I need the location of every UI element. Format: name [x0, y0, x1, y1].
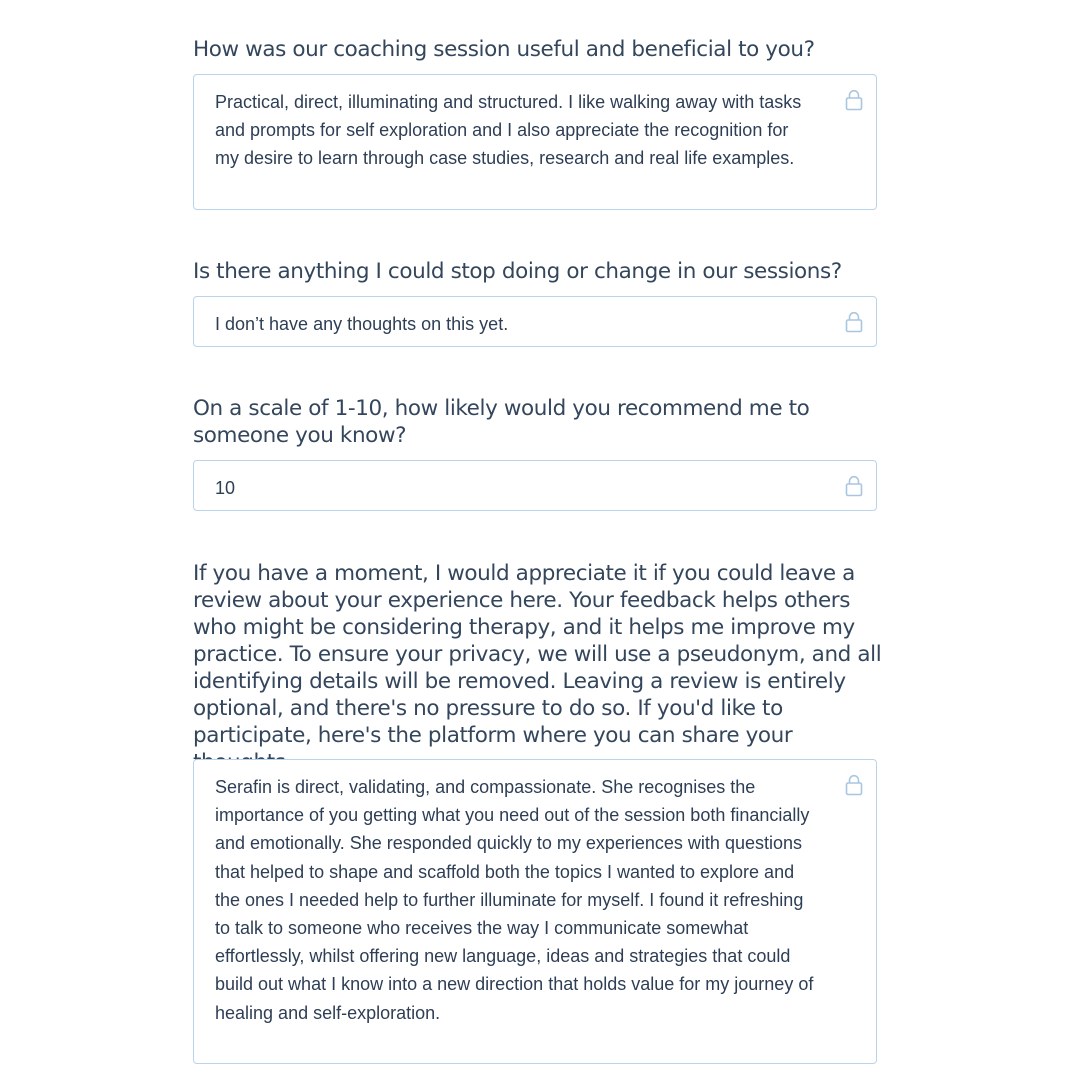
lock-icon [845, 774, 863, 796]
answer-1-text: Practical, direct, illuminating and structured. I like walking away with tasks and prompts for self exploration and I also appreciate the recognition for my desire to learn through case studies, research and real life examples. [215, 92, 802, 169]
lock-icon [845, 475, 863, 497]
answer-3-field[interactable] [193, 460, 877, 511]
question-4-label: If you have a moment, I would appreciate it if you could leave a review about your experience here. Your feedback helps others who might be considering therapy, and it helps me improve my practice. To ensure your privacy, we will use a pseudonym, and all identifying details will be removed. Leaving a review is entirely optional, and there's no pressure to do so. If you'd like to participate, here's the platform where you can share your [193, 561, 882, 748]
question-1-label: How was our coaching session useful and beneficial to you? [193, 37, 815, 62]
answer-4-field[interactable] [193, 759, 877, 1064]
answer-4-text: Serafin is direct, validating, and compassionate. She recognises the importance of you getting what you need out of the session both financially and emotionally. She responded quickly to my experiences with questions that helped to shape and scaffold both the topics I wanted to explore and the ones I needed help to further illuminate for myself. I found it refreshing to talk to someone who receives the way I communicate somewhat effortlessly, whilst offering new language, ideas and strategies that could build out what I know into a new direction that holds value for my journey of healing and self-exploration. [215, 777, 814, 1023]
question-2-label: Is there anything I could stop doing or change in our sessions? [193, 259, 842, 284]
answer-2-field[interactable] [193, 296, 877, 347]
answer-3-text: 10 [215, 478, 236, 498]
answer-1-field[interactable] [193, 74, 877, 210]
answer-2-text: I don’t have any thoughts on this yet. [215, 314, 509, 334]
lock-icon [845, 89, 863, 111]
lock-icon [845, 311, 863, 333]
question-3-label: On a scale of 1-10, how likely would you recommend me to someone you know? [193, 396, 810, 448]
